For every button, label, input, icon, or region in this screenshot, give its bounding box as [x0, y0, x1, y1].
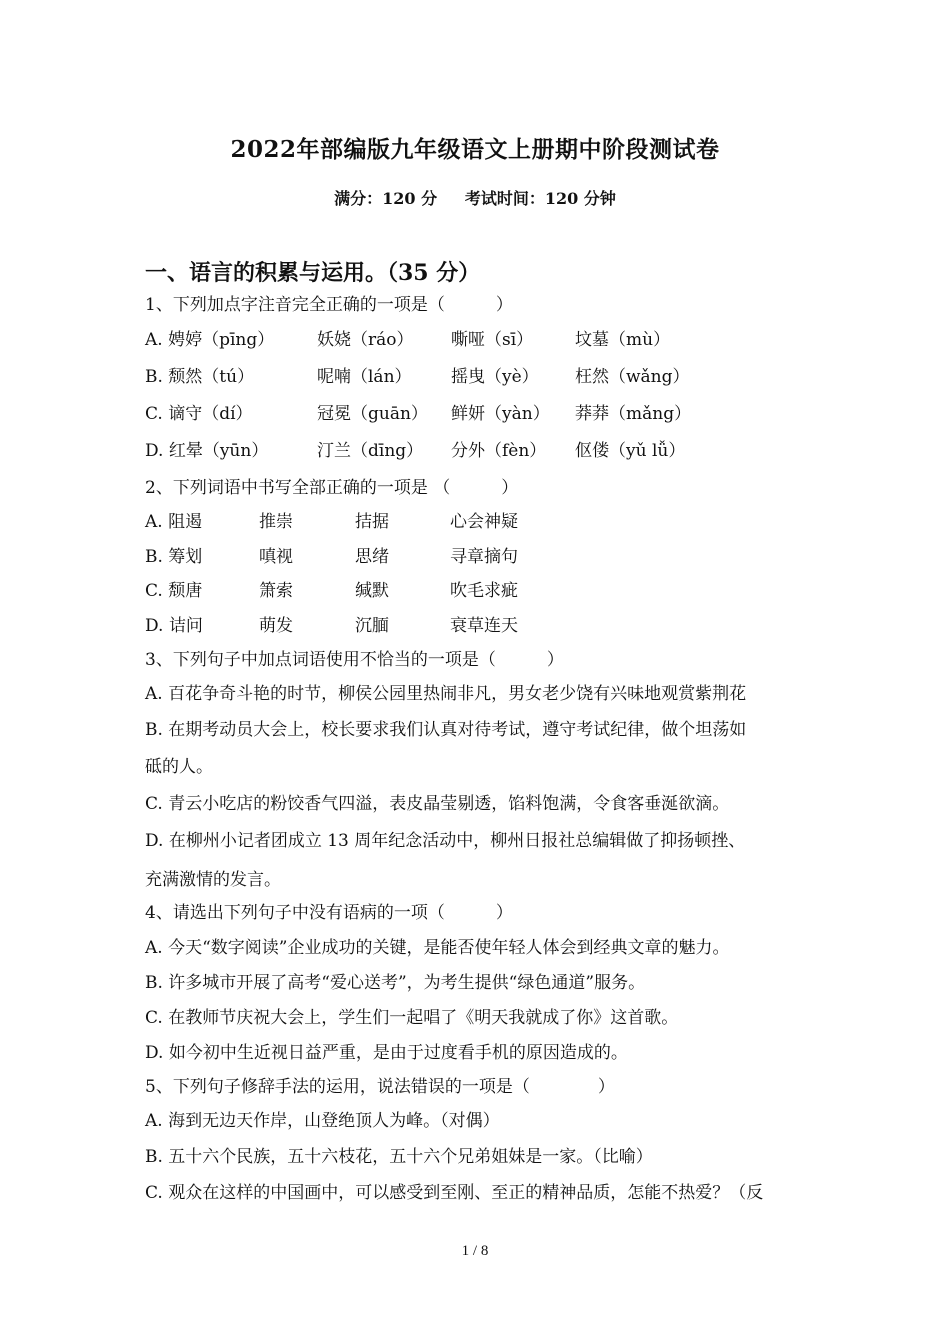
option-item: 心会神疑	[450, 512, 518, 532]
option-item: 沉腼	[355, 616, 389, 636]
section-heading: 一、语言的积累与运用。（35 分）	[145, 260, 481, 286]
question-2-stem: 2、下列词语中书写全部正确的一项是 （ ）	[145, 478, 519, 498]
option-item: 汀兰（dīng）	[317, 441, 424, 461]
question-5-option-a: A. 海到无边天作岸，山登绝顶人为峰。（对偶）	[145, 1111, 500, 1131]
option-item: A. 娉婷（pīng）	[145, 330, 275, 350]
question-4-option-a: A. 今天“数字阅读”企业成功的关键，是能否使年轻人体会到经典文章的魅力。	[145, 938, 730, 958]
option-item: 思绪	[355, 547, 389, 567]
option-item: C. 颓唐	[145, 581, 203, 601]
option-item: 推崇	[259, 512, 293, 532]
question-5-option-c: C. 观众在这样的中国画中，可以感受到至刚、至正的精神品质，怎能不热爱？（反	[145, 1183, 764, 1203]
option-item: 枉然（wǎng）	[575, 367, 690, 387]
page-title: 2022年部编版九年级语文上册期中阶段测试卷	[230, 136, 720, 163]
page-number: 1 / 8	[461, 1243, 489, 1259]
option-item: 缄默	[355, 581, 389, 601]
question-3-option-d: D. 在柳州小记者团成立 13 周年纪念活动中，柳州日报社总编辑做了抑扬顿挫、	[145, 831, 746, 851]
question-3-option-d-cont: 充满激情的发言。	[145, 870, 281, 890]
option-item: D. 红晕（yūn）	[145, 441, 269, 461]
option-item: 嗔视	[259, 547, 293, 567]
option-item: 鲜妍（yàn）	[451, 404, 550, 424]
option-item: 呢喃（lán）	[317, 367, 412, 387]
option-item: D. 诘问	[145, 616, 203, 636]
option-item: 妖娆（ráo）	[317, 330, 414, 350]
option-item: 衰草连天	[450, 616, 518, 636]
option-item: 吹毛求疵	[450, 581, 518, 601]
option-item: A. 阻遏	[145, 512, 203, 532]
option-item: 拮据	[355, 512, 389, 532]
question-5-stem: 5、下列句子修辞手法的运用，说法错误的一项是（ ）	[145, 1077, 615, 1097]
question-4-option-c: C. 在教师节庆祝大会上，学生们一起唱了《明天我就成了你》这首歌。	[145, 1008, 679, 1028]
question-3-option-c: C. 青云小吃店的粉饺香气四溢，表皮晶莹剔透，馅料饱满，令食客垂涎欲滴。	[145, 794, 730, 814]
option-item: C. 谪守（dí）	[145, 404, 253, 424]
option-item: 萌发	[259, 616, 293, 636]
question-5-option-b: B. 五十六个民族，五十六枝花，五十六个兄弟姐妹是一家。（比喻）	[145, 1147, 653, 1167]
option-item: 莽莽（mǎng）	[575, 404, 692, 424]
exam-info: 满分：120 分 考试时间：120 分钟	[334, 189, 616, 208]
option-item: 摇曳（yè）	[451, 367, 539, 387]
option-item: 伛偻（yǔ lǚ）	[575, 441, 686, 461]
question-3-option-b-cont: 砥的人。	[145, 757, 213, 777]
question-3-stem: 3、下列句子中加点词语使用不恰当的一项是（ ）	[145, 650, 564, 670]
option-item: 坟墓（mù）	[575, 330, 671, 350]
option-item: B. 筹划	[145, 547, 203, 567]
question-4-option-d: D. 如今初中生近视日益严重，是由于过度看手机的原因造成的。	[145, 1043, 628, 1063]
question-4-stem: 4、请选出下列句子中没有语病的一项（ ）	[145, 903, 513, 923]
option-item: 寻章摘句	[450, 547, 518, 567]
question-4-option-b: B. 许多城市开展了高考“爱心送考”，为考生提供“绿色通道”服务。	[145, 973, 646, 993]
option-item: 分外（fèn）	[451, 441, 547, 461]
question-3-option-a: A. 百花争奇斗艳的时节，柳侯公园里热闹非凡，男女老少饶有兴味地观赏紫荆花	[145, 684, 747, 704]
question-1-stem: 1、下列加点字注音完全正确的一项是（ ）	[145, 295, 513, 315]
option-item: B. 颓然（tú）	[145, 367, 255, 387]
option-item: 冠冕（guān）	[317, 404, 428, 424]
question-3-option-b: B. 在期考动员大会上，校长要求我们认真对待考试，遵守考试纪律，做个坦荡如	[145, 720, 747, 740]
option-item: 嘶哑（sī）	[451, 330, 534, 350]
option-item: 箫索	[259, 581, 293, 601]
